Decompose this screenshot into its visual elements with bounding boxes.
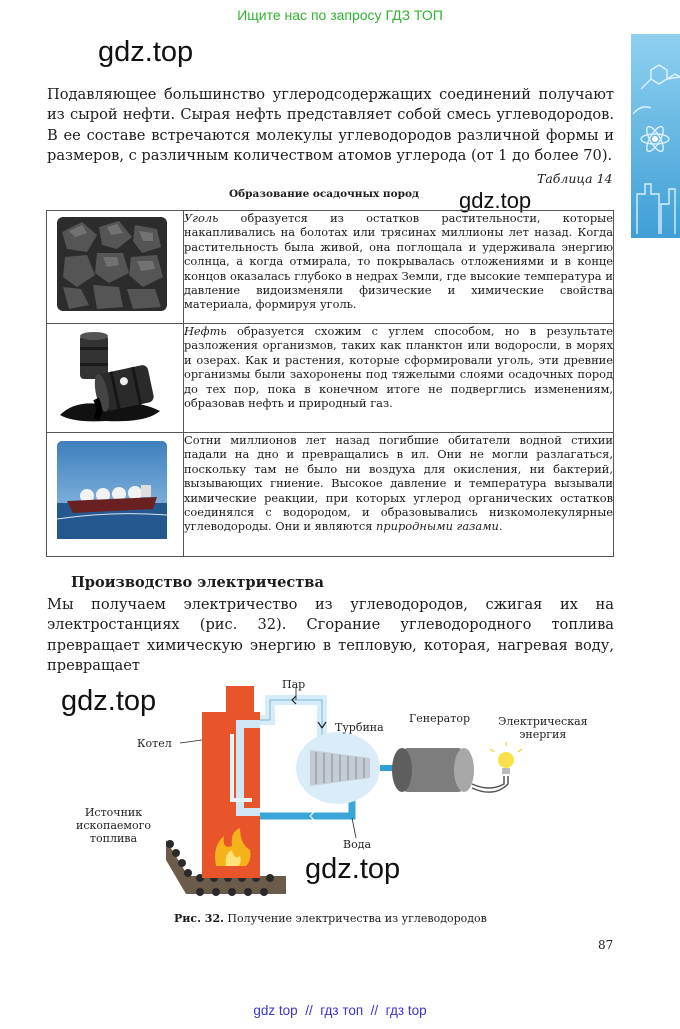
label-electric-line1: Электрическая — [498, 715, 588, 728]
oil-description: образуется схожим с углем способом, но в результате разложения организмов, таких как планктон или водоросли, в морях и озерах. Как и растения, которые сформировали уголь, эти древние организмы были захоронены под тяжелыми слоями осадочных пород до тех пор, пока в конечном итоге не подверглись изменениям, образовав нефть и природный газ. — [184, 324, 613, 411]
coal-description: образуется из остатков растительности, которые накапливались на болотах или трясинах миллионы лет назад. Когда растительность была живой, она поглощала и удерживала энергию солнца, а когда отмирала, то покрывалась отложениями и в конце концов оказалась глубоко в недрах Земли, где высокие температура и давление видоизменяли физические и химические свойства материала, формируя уголь. — [184, 211, 613, 312]
gas-image-cell — [47, 433, 184, 557]
label-fuel-source — [76, 806, 151, 845]
table-title: Образование осадочных пород — [229, 188, 419, 200]
watermark: gdz.top — [459, 188, 532, 213]
table-row — [47, 324, 614, 433]
figure-caption-text: Получение электричества из углеводородов — [223, 912, 487, 925]
top-banner[interactable]: Ищите нас по запросу ГДЗ ТОП — [237, 7, 443, 23]
table-row — [47, 433, 614, 557]
label-turbine: Турбина — [335, 721, 384, 734]
coal-image-cell — [47, 211, 184, 324]
coal-term: Уголь — [184, 211, 219, 225]
table-row — [47, 211, 614, 324]
oil-text-cell — [184, 324, 614, 433]
sedimentary-rocks-table — [46, 210, 614, 557]
gas-term: природными газами — [376, 519, 499, 534]
intro-paragraph: Подавляющее большинство углеродсодержащих соединений получают из сырой нефти. Сырая нефть представляет собой смесь углеводородов. В ее составе встречаются молекулы углеводородов различной формы и размеров, с различным количеством атомов углерода (от 1 до более 70). — [47, 86, 614, 165]
label-fuel-line1: Источник — [84, 806, 143, 819]
label-boiler: Котел — [137, 737, 172, 750]
figure-caption — [174, 912, 487, 925]
watermark: gdz.top — [305, 853, 401, 885]
label-steam: Пар — [282, 678, 306, 691]
gas-text-cell — [184, 433, 614, 557]
label-electric-energy — [498, 715, 588, 741]
bottom-banner[interactable]: gdz top // гдз топ // гдз top — [253, 1003, 427, 1018]
oil-term: Нефть — [184, 324, 227, 338]
oil-image-cell — [47, 324, 184, 433]
oil-barrel-image — [56, 329, 168, 425]
label-water: Вода — [343, 838, 372, 851]
chemistry-sidebar-decoration — [631, 34, 680, 238]
table-number: Таблица 14 — [537, 171, 613, 186]
section-paragraph: Мы получаем электричество из углеводородов, сжигая их на электростанциях (рис. 32). Сгорание углеводородного топлива превращает химическую энергию в тепловую, которая, нагревая воду, превращает — [47, 596, 614, 675]
gas-tail: . — [498, 519, 503, 534]
figure-caption-number: Рис. 32. — [174, 912, 224, 925]
coal-text-cell — [184, 211, 614, 324]
label-fuel-line3: топлива — [89, 832, 138, 845]
watermark: gdz.top — [98, 36, 194, 68]
gas-tanker-image — [57, 441, 167, 539]
page-number: 87 — [598, 938, 614, 952]
watermark: gdz.top — [61, 685, 157, 717]
coal-image — [57, 217, 167, 311]
label-electric-line2: энергия — [519, 728, 567, 741]
section-heading: Производство электричества — [71, 574, 324, 591]
label-fuel-line2: ископаемого — [76, 819, 151, 832]
gas-description: Сотни миллионов лет назад погибшие обитатели водной стихии падали на дно и превращались в ил. Они не могли разлагаться, поскольку там не было ни воздуха для окисления, ни бактерий, вызывающих гниение. Высокое давление и температура вызывали химические реакции, при которых углерод органических остатков соединялся с водородом, и образовывались низкомолекулярные углеводороды. Они и являются — [184, 433, 613, 534]
label-generator: Генератор — [409, 712, 470, 725]
